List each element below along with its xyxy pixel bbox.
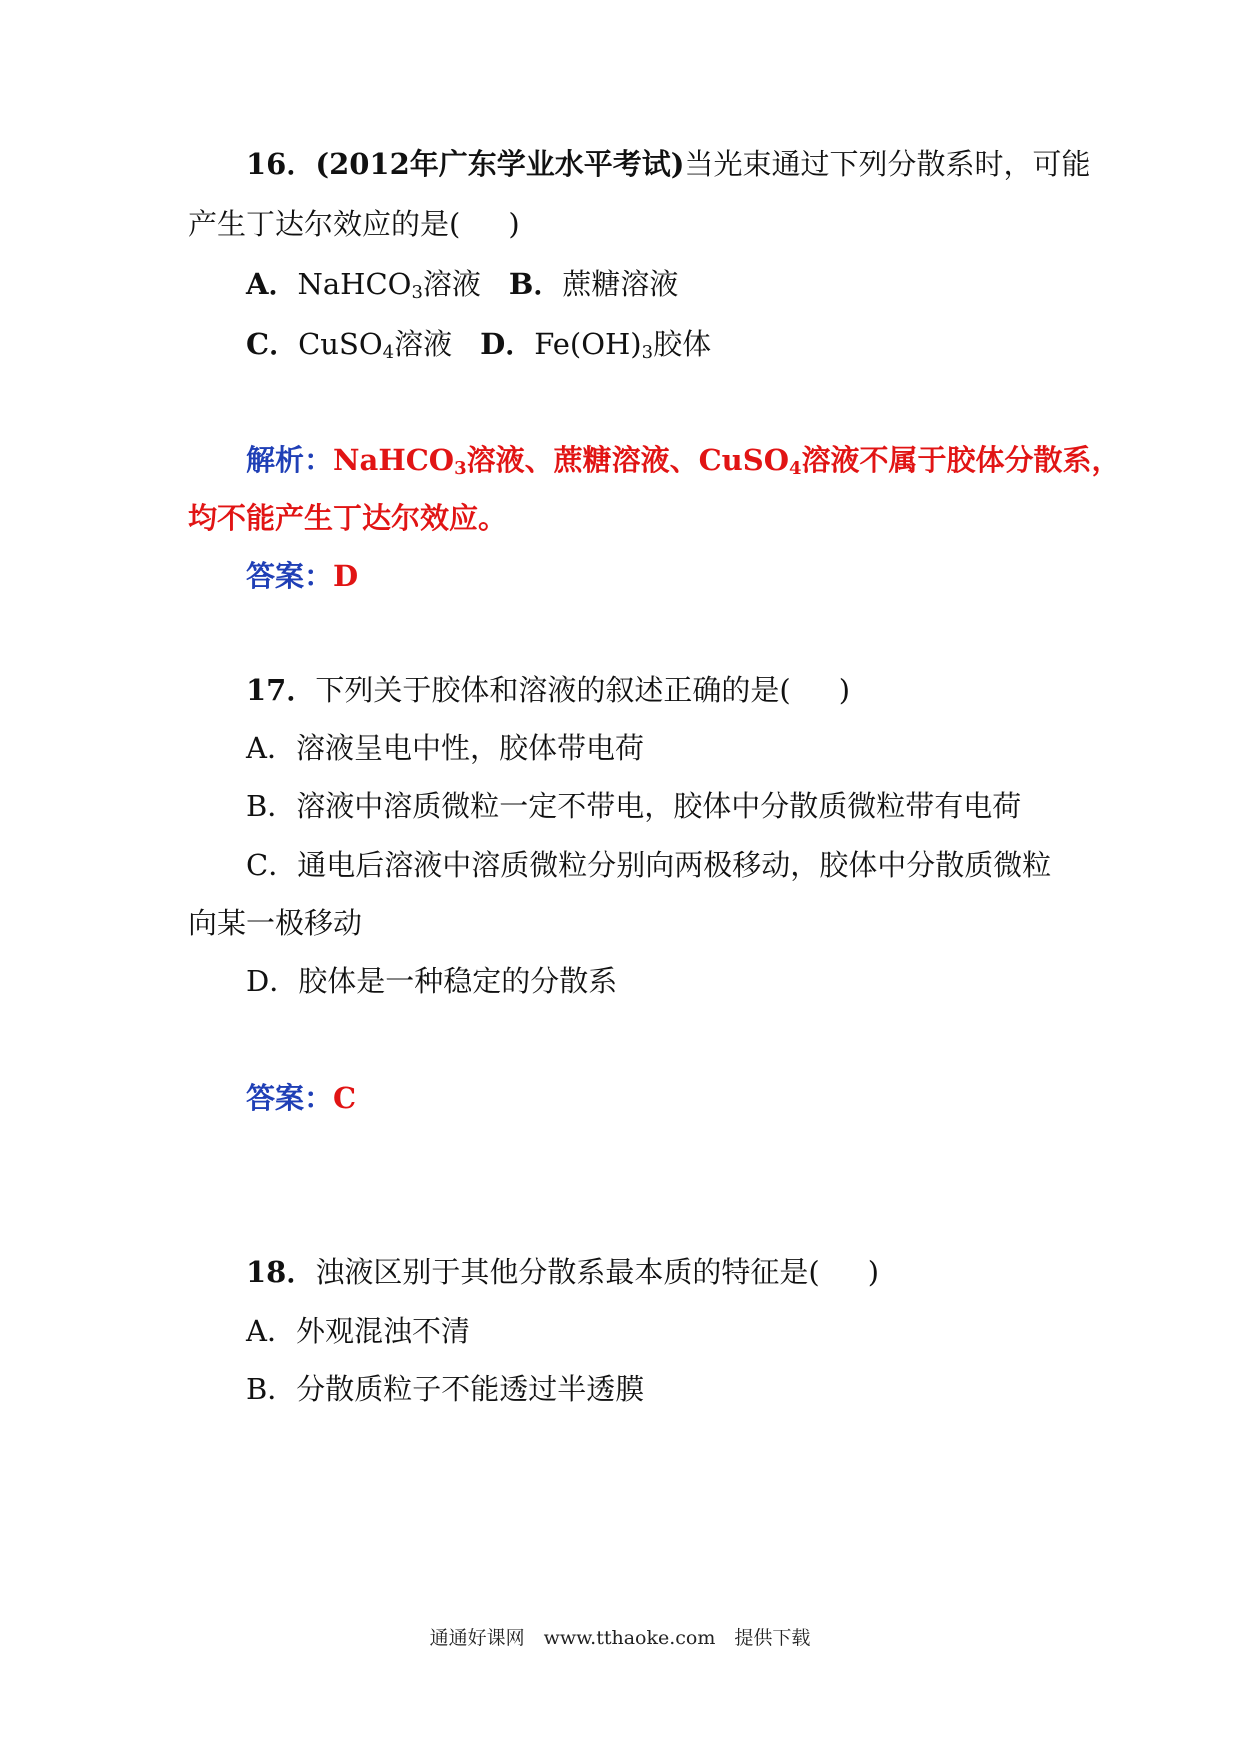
- q17-option-b: B．溶液中溶质微粒一定不带电，胶体中分散质微粒带有电荷: [246, 789, 1022, 823]
- q16-source: (2012年广东学业水平考试): [315, 147, 685, 181]
- q17-number: 17．: [246, 673, 316, 707]
- q16-option-b-label: B．: [508, 267, 563, 301]
- q17-option-d: D．胶体是一种稳定的分散系: [246, 964, 618, 998]
- q16-analysis-label: 解析：: [246, 443, 334, 477]
- q17-answer: [246, 1078, 356, 1118]
- q16-number: 16．: [246, 147, 316, 181]
- q16-answer-label: 答案：: [246, 559, 334, 593]
- q16-option-d-subscript: 3: [641, 342, 654, 363]
- q16-option-c-label: C．: [246, 327, 299, 361]
- q18-close-paren: ): [867, 1255, 880, 1289]
- q18-stem: 浊液区别于其他分散系最本质的特征是(: [315, 1255, 820, 1289]
- q18-number: 18．: [246, 1255, 316, 1289]
- q16-option-d-text: 胶体: [653, 327, 712, 361]
- q16-answer-value: D: [333, 559, 359, 593]
- q18-stem-line: [246, 1252, 879, 1292]
- q16-stem-line-1: [246, 144, 1091, 184]
- q16-analysis-text-2: 均不能产生丁达尔效应。: [188, 501, 508, 535]
- q17-stem-line: [246, 670, 850, 710]
- q16-option-c-text: 溶液: [394, 327, 453, 361]
- q17-option-c-line-1: C．通电后溶液中溶质微粒分别向两极移动，胶体中分散质微粒: [246, 848, 1052, 882]
- q16-option-a-formula: NaHCO: [297, 267, 412, 301]
- q16-analysis-sub-1: 3: [454, 458, 467, 479]
- q16-close-paren: ): [508, 207, 520, 241]
- q17-stem: 下列关于胶体和溶液的叙述正确的是(: [315, 673, 791, 707]
- q17-close-paren: ): [838, 673, 851, 707]
- q17-option-a: A．溶液呈电中性，胶体带电荷: [246, 731, 644, 765]
- q16-option-a-text: 溶液: [422, 267, 481, 301]
- q16-option-d-label: D．: [480, 327, 535, 361]
- q16-analysis-part-2: 溶液、蔗糖溶液、CuSO: [466, 443, 789, 477]
- q16-answer: [246, 556, 358, 596]
- q16-analysis-part-1: NaHCO: [333, 443, 455, 477]
- q16-option-b-text: 蔗糖溶液: [562, 267, 679, 301]
- q18-option-a: A．外观混浊不清: [246, 1314, 470, 1348]
- q16-analysis-line-1: [246, 440, 1121, 480]
- q16-stem-line-2: [188, 204, 520, 244]
- q17-answer-label: 答案：: [246, 1081, 334, 1115]
- q16-analysis-sub-2: 4: [788, 458, 802, 479]
- q16-options-ab: [246, 264, 678, 304]
- page-footer: 通通好课网 www.tthaoke.com 提供下载: [429, 1627, 811, 1649]
- q16-stem-2: 产生丁达尔效应的是(: [188, 207, 461, 241]
- q16-analysis-part-3: 溶液不属于胶体分散系，: [801, 443, 1121, 477]
- q16-option-a-subscript: 3: [411, 282, 423, 303]
- q16-option-d-formula: Fe(OH): [534, 327, 642, 361]
- q18-option-b: B．分散质粒子不能透过半透膜: [246, 1372, 645, 1406]
- q17-answer-value: C: [333, 1081, 357, 1115]
- q16-analysis-line-2: [188, 498, 507, 538]
- q16-stem-1: 当光束通过下列分散系时，可能: [684, 147, 1091, 181]
- q17-option-c-line-2: 向某一极移动: [188, 906, 363, 940]
- q16-option-a-label: A．: [246, 267, 298, 301]
- q16-option-c-formula: CuSO: [298, 327, 383, 361]
- q16-options-cd: [246, 324, 711, 364]
- q16-option-c-subscript: 4: [382, 342, 395, 363]
